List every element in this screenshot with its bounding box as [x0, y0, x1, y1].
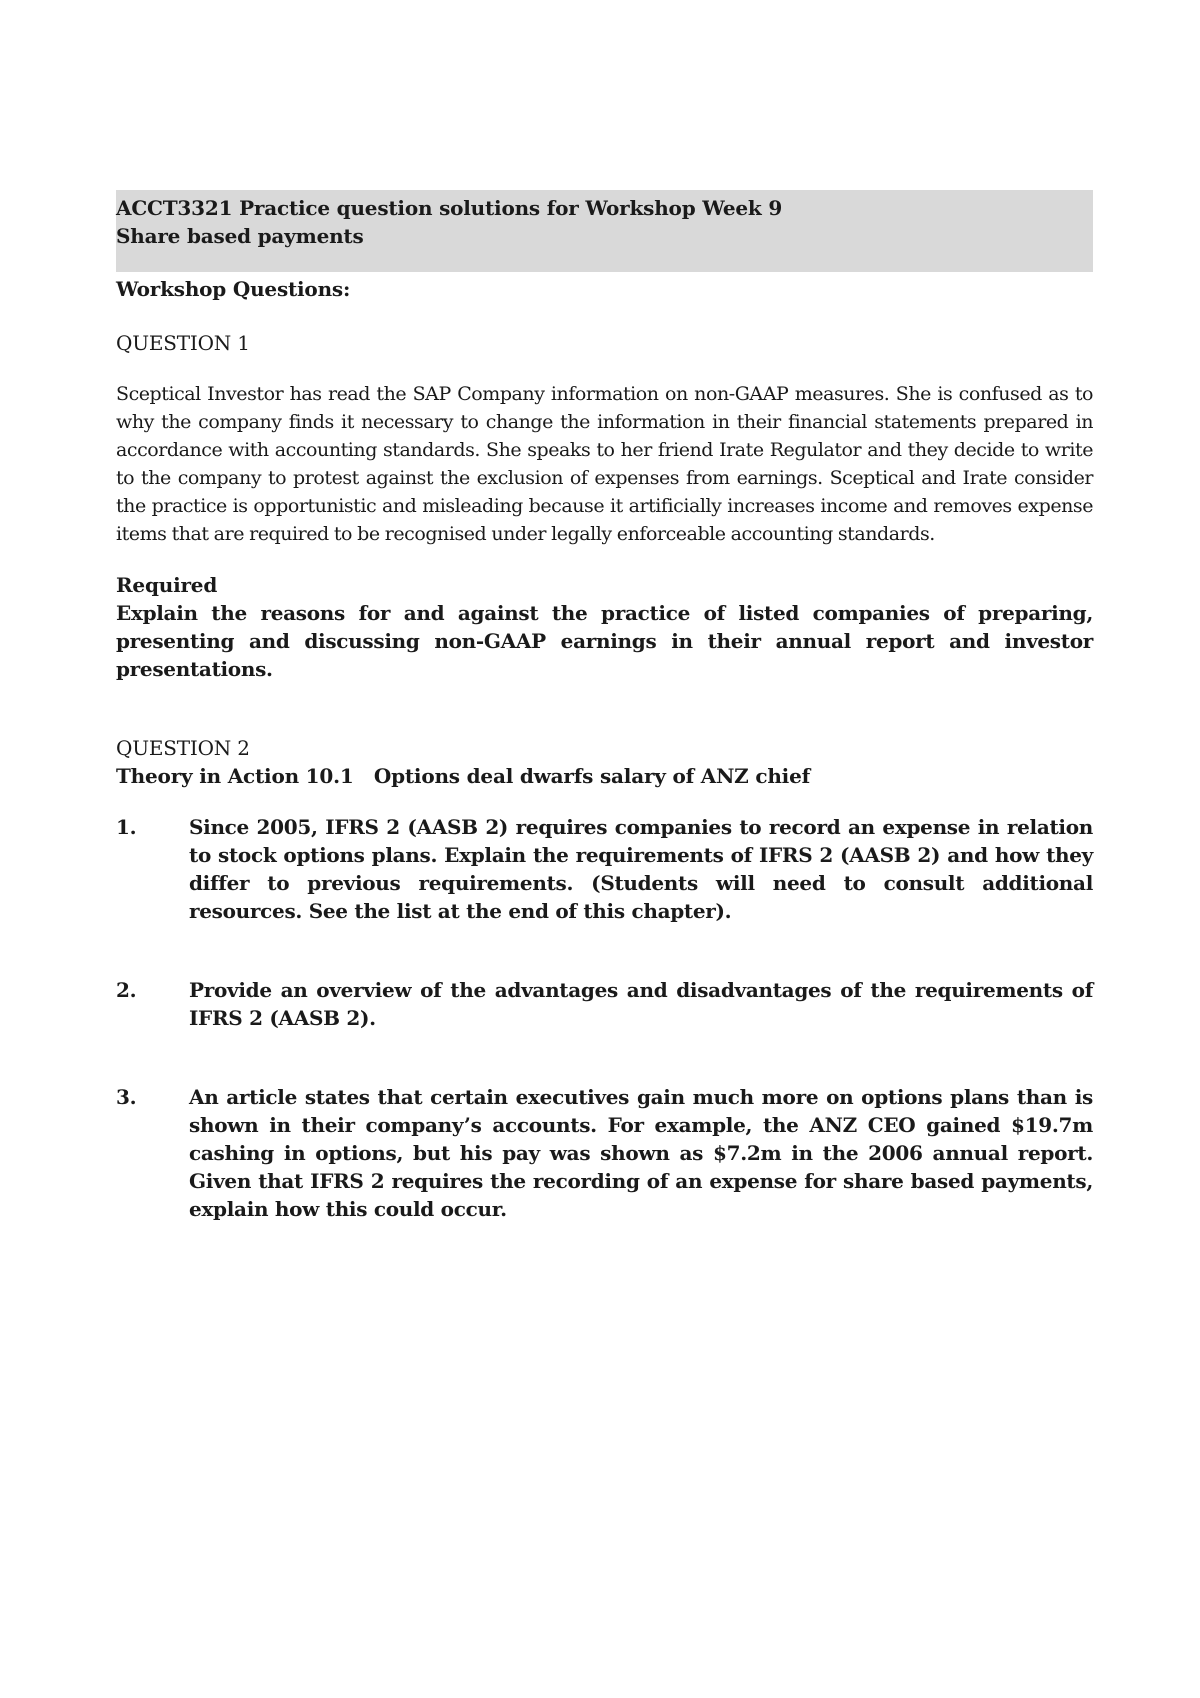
question-2-subheading: Theory in Action 10.1 Options deal dwarfs salary of ANZ chief [116, 764, 810, 788]
question-1-paragraph: Sceptical Investor has read the SAP Company information on non-GAAP measures. She is confused as to why the company finds it necessary to change the information in their financial statements prepared in accordance with accounting standards. She speaks to her friend Irate Regulator and they decide to write to the company to protest against the exclusion of expenses from earnings. Sceptical and Irate consider the practice is opportunistic and misleading because it artificially increases income and removes expense items that are required to be recognised under legally enforceable accounting standards. [116, 383, 1093, 545]
list-item-text: An article states that certain executives gain much more on options plans than is shown in their company’s accounts. For example, the ANZ CEO gained $19.7m cashing in options, but his pay was shown as $7.2m in the 2006 annual report. Given that IFRS 2 requires the recording of an expense for share based payments, explain how this could occur. [189, 1085, 1093, 1221]
question-2-heading: QUESTION 2 [116, 736, 250, 760]
document-page [116, 190, 1093, 1223]
document-subtitle: Share based payments [116, 224, 364, 248]
question-2-item-2 [116, 976, 1093, 1032]
question-2-item-1 [116, 813, 1093, 925]
document-header [116, 190, 1093, 272]
list-item-text: Since 2005, IFRS 2 (AASB 2) requires companies to record an expense in relation to stock options plans. Explain the requirements of IFRS 2 (AASB 2) and how they differ to previous requirements. (Students will need to consult additional resources. See the list at the end of this chapter). [189, 815, 1093, 923]
question-1-required-label: Required [116, 573, 218, 597]
list-number: 3. [116, 1085, 137, 1109]
question-1-heading: QUESTION 1 [116, 331, 250, 355]
document-title: ACCT3321 Practice question solutions for Workshop Week 9 [116, 196, 783, 220]
list-number: 1. [116, 815, 137, 839]
list-number: 2. [116, 978, 137, 1002]
list-item-text: Provide an overview of the advantages and disadvantages of the requirements of IFRS 2 (AASB 2). [189, 978, 1093, 1030]
question-2-item-3 [116, 1083, 1093, 1223]
question-1-required-text: Explain the reasons for and against the practice of listed companies of preparing, presenting and discussing non-GAAP earnings in their annual report and investor presentations. [116, 601, 1093, 681]
workshop-questions-label: Workshop Questions: [116, 277, 351, 301]
